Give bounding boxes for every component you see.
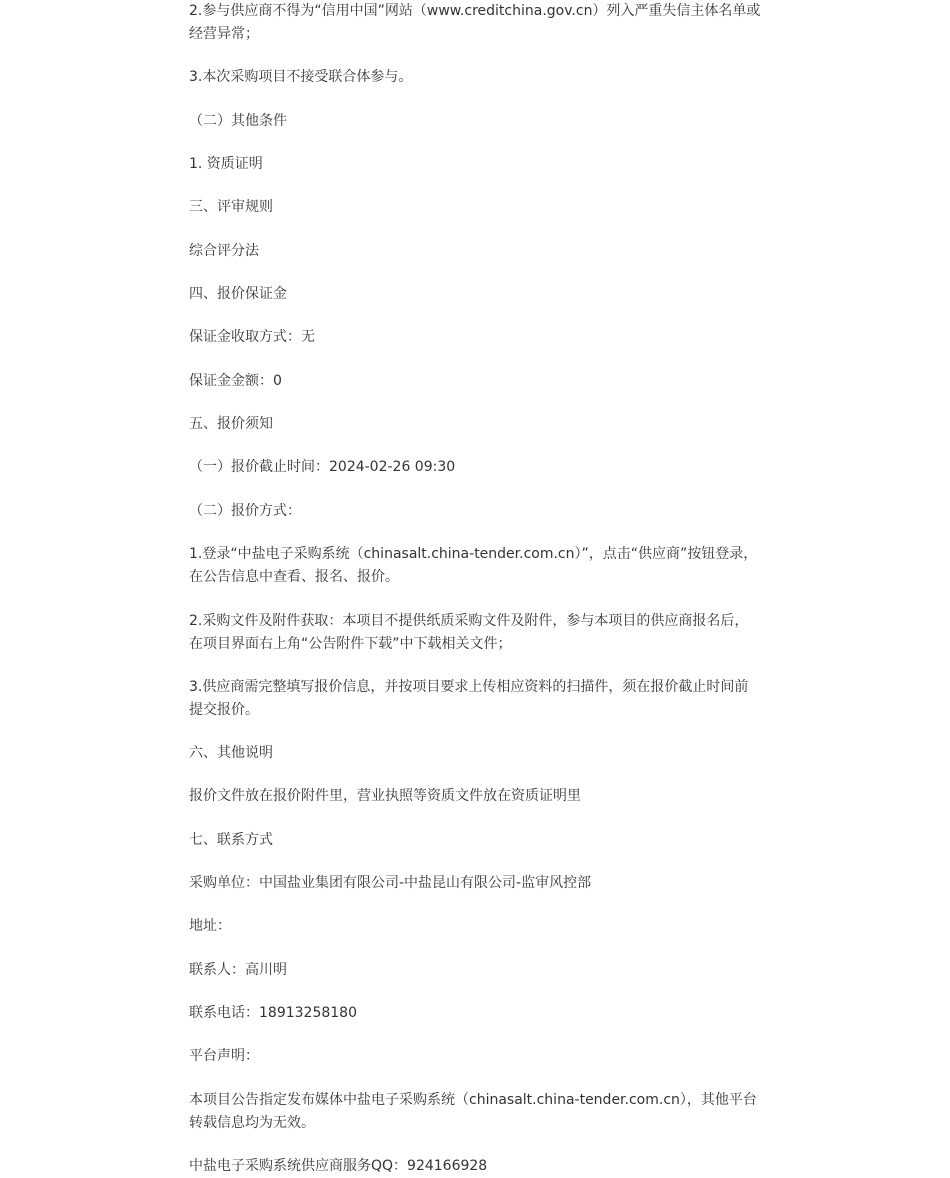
paragraph-deposit-amount: 保证金金额：0	[189, 373, 282, 389]
paragraph-deposit-method: 保证金收取方式：无	[189, 329, 315, 345]
heading-other-notes: 六、其他说明	[189, 745, 273, 761]
paragraph-address: 地址：	[189, 918, 231, 934]
paragraph-submit-quotation: 3.供应商需完整填写报价信息，并按项目要求上传相应资料的扫描件，须在报价截止时间前提交报价。	[189, 679, 749, 718]
paragraph-no-consortium: 3.本次采购项目不接受联合体参与。	[189, 69, 413, 85]
paragraph-scoring-method: 综合评分法	[189, 243, 259, 259]
heading-contact: 七、联系方式	[189, 832, 273, 848]
paragraph-platform-statement: 本项目公告指定发布媒体中盐电子采购系统（chinasalt.china-tender.com.cn），其他平台转载信息均为无效。	[189, 1092, 757, 1131]
paragraph-service-qq: 中盐电子采购系统供应商服务QQ：924166928	[189, 1158, 488, 1174]
heading-quotation-method: （二）报价方式：	[189, 503, 301, 519]
heading-other-conditions: （二）其他条件	[189, 113, 287, 129]
paragraph-deadline: （一）报价截止时间：2024-02-26 09:30	[189, 459, 456, 475]
paragraph-contact-person: 联系人：高川明	[189, 962, 287, 978]
paragraph-login-steps: 1.登录“中盐电子采购系统（chinasalt.china-tender.com.cn）”，点击“供应商”按钮登录，在公告信息中查看、报名、报价。	[189, 546, 758, 585]
paragraph-contact-phone: 联系电话：18913258180	[189, 1005, 357, 1021]
paragraph-purchasing-unit: 采购单位：中国盐业集团有限公司-中盐昆山有限公司-监审风控部	[189, 875, 592, 891]
heading-deposit: 四、报价保证金	[189, 286, 287, 302]
heading-review-rules: 三、评审规则	[189, 199, 273, 215]
paragraph-qualification-proof: 1. 资质证明	[189, 156, 263, 172]
paragraph-attachment-notes: 报价文件放在报价附件里，营业执照等资质文件放在资质证明里	[189, 788, 581, 804]
paragraph-document-access: 2.采购文件及附件获取：本项目不提供纸质采购文件及附件，参与本项目的供应商报名后，在项目界面右上角“公告附件下载”中下载相关文件；	[189, 613, 749, 652]
heading-quotation-notice: 五、报价须知	[189, 416, 273, 432]
heading-platform-statement: 平台声明：	[189, 1048, 259, 1064]
paragraph-credit-requirement: 2.参与供应商不得为“信用中国”网站（www.creditchina.gov.cn）列入严重失信主体名单或经营异常；	[189, 3, 761, 42]
